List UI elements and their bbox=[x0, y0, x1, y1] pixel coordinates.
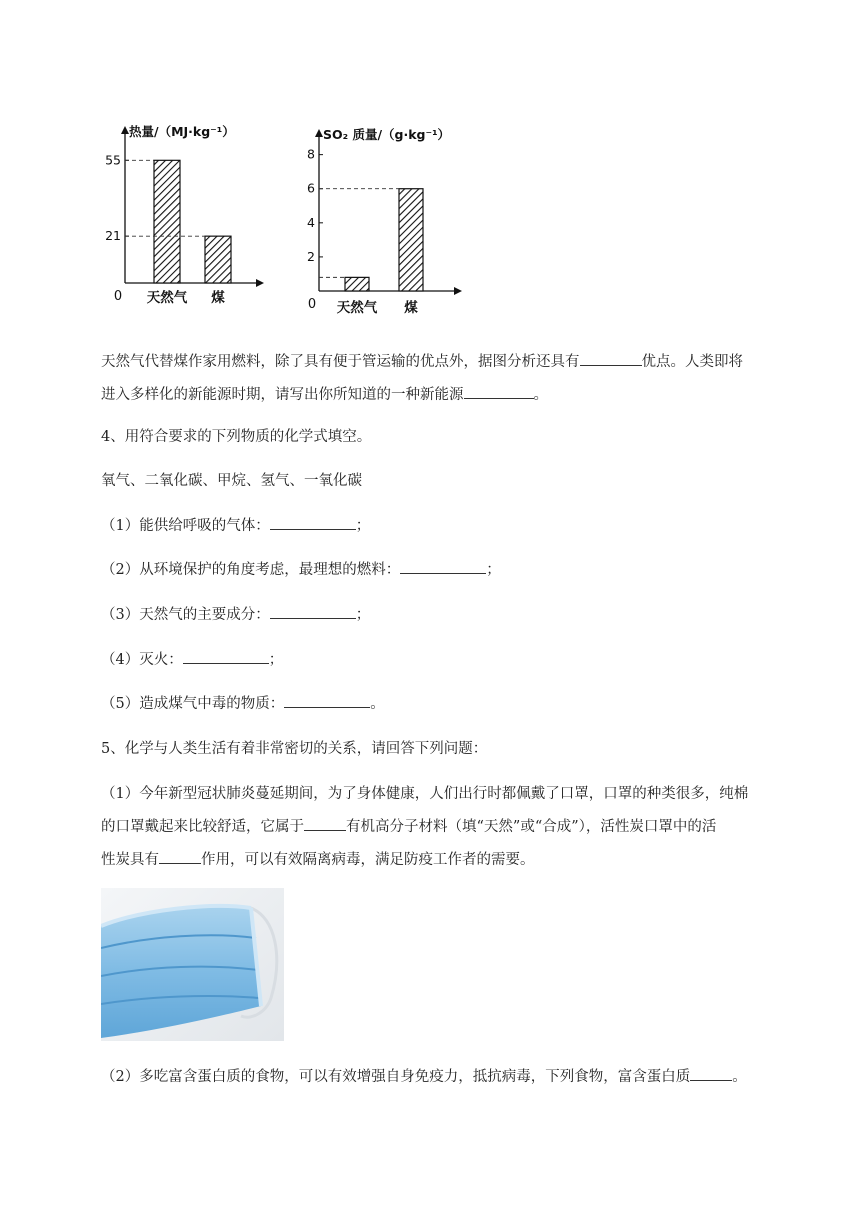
y-tick-label: 2 bbox=[307, 248, 315, 264]
y-tick-label: 6 bbox=[307, 180, 315, 196]
y-axis-label: SO₂ 质量/（g·kg⁻¹） bbox=[323, 127, 451, 142]
category-label: 天然气 bbox=[336, 300, 378, 316]
x-axis-arrow bbox=[256, 279, 264, 287]
bar bbox=[205, 236, 231, 283]
q5-title: 5、化学与人类生活有着非常密切的关系，请回答下列问题： bbox=[101, 741, 488, 757]
q4-item-text: （3）天然气的主要成分： bbox=[101, 607, 270, 623]
q3-line2: 进入多样化的新能源时期，请写出你所知道的一种新能源 bbox=[101, 387, 464, 403]
q5-p1-line2b: 有机高分子材料（填“天然”或“合成”），活性炭口罩中的活 bbox=[346, 819, 717, 835]
q3-line1-end: 优点。人类即将 bbox=[641, 354, 743, 370]
q4-substances: 氧气、二氧化碳、甲烷、氢气、一氧化碳 bbox=[101, 473, 362, 489]
answer-blank[interactable] bbox=[580, 351, 642, 366]
q5-part2 bbox=[101, 1061, 811, 1094]
q4-item-text: （2）从环境保护的角度考虑，最理想的燃料： bbox=[101, 562, 401, 578]
q4-item-2 bbox=[101, 554, 811, 587]
q3-paragraph bbox=[101, 346, 811, 412]
y-tick-label: 55 bbox=[105, 152, 121, 168]
answer-blank[interactable] bbox=[400, 559, 486, 574]
q4-item-1 bbox=[101, 510, 811, 543]
face-mask-image bbox=[101, 888, 284, 1041]
q4-item-end: ； bbox=[355, 607, 371, 623]
heat-chart bbox=[100, 112, 270, 312]
y-tick-label: 8 bbox=[307, 146, 315, 162]
answer-blank[interactable] bbox=[464, 384, 534, 399]
q4-title: 4、用符合要求的下列物质的化学式填空。 bbox=[101, 429, 372, 445]
q4-item-text: （1）能供给呼吸的气体： bbox=[101, 518, 270, 534]
category-label: 煤 bbox=[211, 290, 225, 306]
answer-blank[interactable] bbox=[159, 849, 201, 864]
q5-p1-line3b: 作用，可以有效隔离病毒，满足防疫工作者的需要。 bbox=[201, 852, 535, 868]
answer-blank[interactable] bbox=[690, 1066, 732, 1081]
answer-blank[interactable] bbox=[183, 649, 269, 664]
q5-p1-line1: （1）今年新型冠状肺炎蔓延期间，为了身体健康，人们出行时都佩戴了口罩，口罩的种类很多，纯棉 bbox=[101, 786, 749, 802]
q4-item-text: （5）造成煤气中毒的物质： bbox=[101, 696, 285, 712]
answer-blank[interactable] bbox=[270, 515, 356, 530]
q4-item-5 bbox=[101, 688, 811, 721]
answer-blank[interactable] bbox=[284, 693, 370, 708]
q5-p1-line3a: 性炭具有 bbox=[101, 852, 159, 868]
y-axis-arrow bbox=[121, 126, 129, 134]
category-label: 煤 bbox=[404, 300, 418, 316]
y-tick-label: 4 bbox=[307, 214, 315, 230]
q4-item-3 bbox=[101, 599, 811, 632]
y-axis-arrow bbox=[315, 129, 323, 137]
category-label: 天然气 bbox=[146, 290, 188, 306]
q3-line2-end: 。 bbox=[533, 387, 548, 403]
q4-item-end: ； bbox=[486, 562, 501, 578]
q3-line1: 天然气代替煤作家用燃料，除了具有便于管运输的优点外，据图分析还具有 bbox=[101, 354, 580, 370]
q4-item-end: ； bbox=[268, 652, 284, 668]
q4-item-end: 。 bbox=[370, 696, 385, 712]
q4-item-end: ； bbox=[355, 518, 371, 534]
q5-part1 bbox=[101, 778, 811, 877]
bar bbox=[399, 189, 423, 291]
x-axis-arrow bbox=[454, 287, 462, 295]
q5-p1-line2a: 的口罩戴起来比较舒适，它属于 bbox=[101, 819, 304, 835]
so2-chart bbox=[304, 112, 474, 317]
bar bbox=[154, 160, 180, 283]
answer-blank[interactable] bbox=[270, 604, 356, 619]
bar bbox=[345, 277, 369, 291]
y-tick-label: 21 bbox=[105, 228, 121, 244]
q5-p2b: 。 bbox=[732, 1069, 747, 1085]
origin-label: 0 bbox=[307, 297, 317, 312]
q5-p2a: （2）多吃富含蛋白质的食物，可以有效增强自身免疫力，抵抗病毒，下列食物，富含蛋白质 bbox=[101, 1069, 691, 1085]
y-axis-label: 热量/（MJ·kg⁻¹） bbox=[129, 124, 235, 139]
q4-item-text: （4）灭火： bbox=[101, 652, 183, 668]
origin-label: 0 bbox=[113, 289, 123, 304]
answer-blank[interactable] bbox=[304, 816, 346, 831]
q4-item-4 bbox=[101, 644, 811, 677]
